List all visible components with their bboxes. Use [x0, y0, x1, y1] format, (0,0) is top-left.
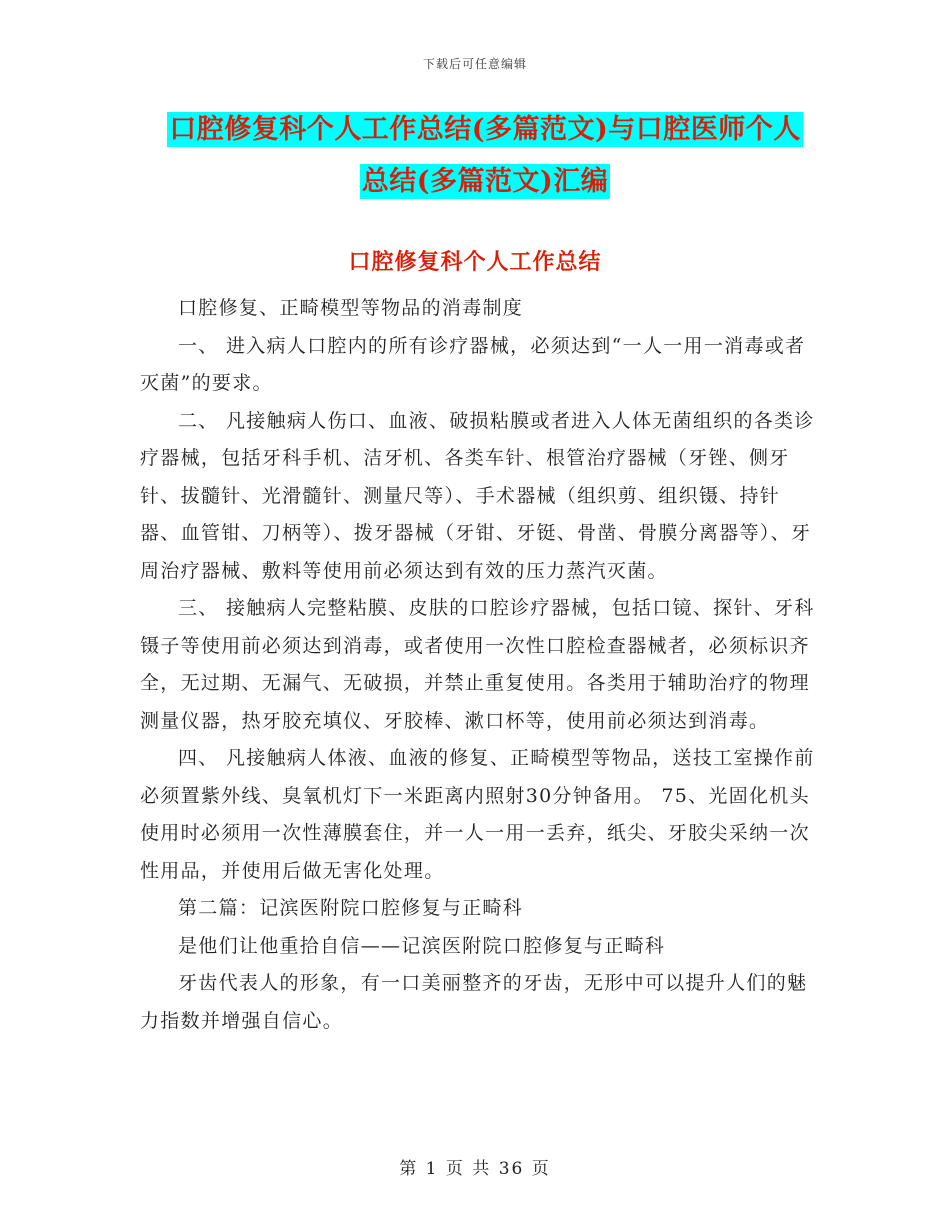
paragraph: 第二篇：记滨医附院口腔修复与正畸科: [178, 897, 524, 919]
section-title: 口腔修复科个人工作总结: [348, 249, 602, 275]
paragraph: 四、 凡接触病人体液、血液的修复、正畸模型等物品，送技工室操作前必须置紫外线、臭氧机灯下一米距离内照射30分钟备用。 75、光固化机头使用时必须用一次性薄膜套住，并一人一用一丢弃，纸尖、牙胶尖采纳一次性用品，并使用后做无害化处理。: [140, 747, 815, 882]
page-footer: 第 1 页 共 36 页: [399, 1159, 551, 1179]
header-note: 下载后可任意编辑: [422, 57, 527, 71]
paragraph: 三、 接触病人完整粘膜、皮肤的口腔诊疗器械，包括口镜、探针、牙科镊子等使用前必须达到消毒，或者使用一次性口腔检查器械者，必须标识齐全，无过期、无漏气、无破损，并禁止重复使用。各类用于辅助治疗的物理测量仪器，热牙胶充填仪、牙胶棒、漱口杯等，使用前必须达到消毒。: [140, 597, 815, 732]
body-text: [140, 290, 820, 1040]
paragraph: 二、 凡接触病人伤口、血液、破损粘膜或者进入人体无菌组织的各类诊疗器械，包括牙科手机、洁牙机、各类车针、根管治疗器械（牙锉、侧牙针、拔髓针、光滑髓针、测量尺等）、手术器械（组织剪、组织镊、持针器、血管钳、刀柄等）、拨牙器械（牙钳、牙铤、骨凿、骨膜分离器等）、牙周治疗器械、敷料等使用前必须达到有效的压力蒸汽灭菌。: [140, 409, 815, 582]
document-title: [140, 104, 830, 208]
document-title-line-1: 口腔修复科个人工作总结(多篇范文)与口腔医师个人: [169, 114, 801, 145]
paragraph: 口腔修复、正畸模型等物品的消毒制度: [178, 297, 524, 319]
paragraph: 一、 进入病人口腔内的所有诊疗器械，必须达到“一人一用一消毒或者灭菌”的要求。: [140, 334, 806, 394]
paragraph: 牙齿代表人的形象，有一口美丽整齐的牙齿，无形中可以提升人们的魅力指数并增强自信心。: [140, 972, 808, 1032]
document-title-line-2: 总结(多篇范文)汇编: [361, 166, 609, 197]
paragraph: 是他们让他重拾自信——记滨医附院口腔修复与正畸科: [178, 934, 666, 957]
